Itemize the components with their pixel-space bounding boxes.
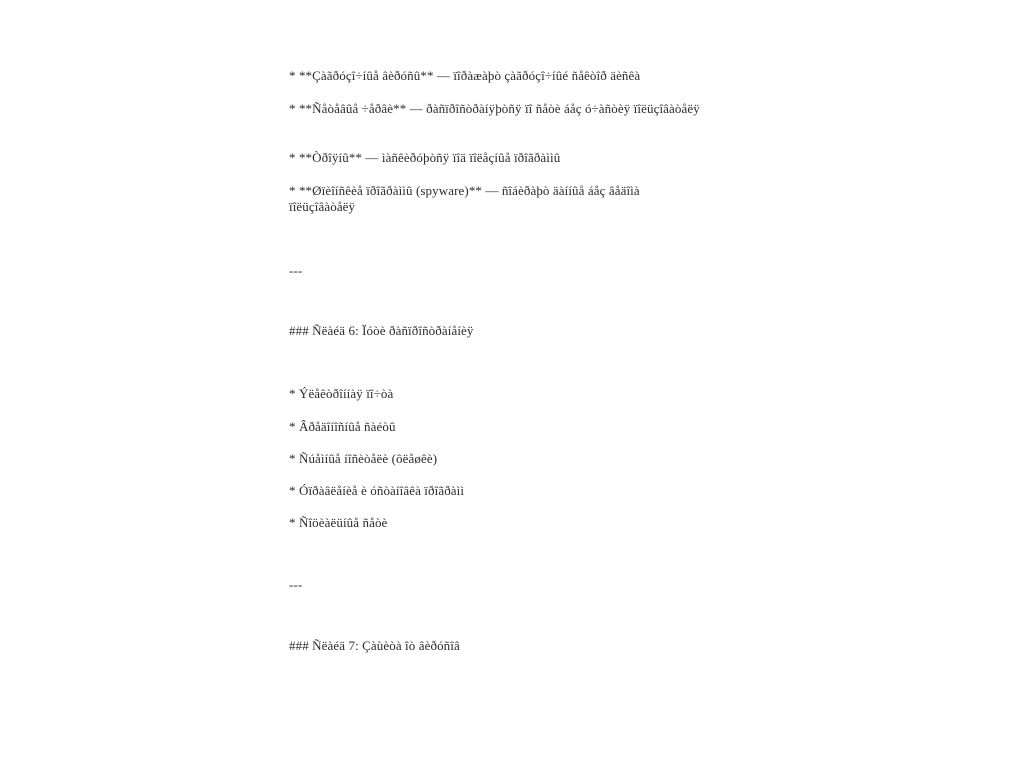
bullet-removable-media: * Ñúåìíûå íîñèòåëè (ôëåøêè) — [289, 451, 438, 466]
bullet-trojans: * **Òðîÿíû** — ìàñêèðóþòñÿ ïîä ïîëåçíûå ïðîãðàììû — [289, 150, 561, 165]
bullet-spyware: * **Øïèîíñêèå ïðîãðàììû (spyware)** — ñîáèðàþò äàííûå áåç âåäîìà ïîëüçîâàòåëÿ — [289, 183, 644, 214]
bullet-malicious-sites: * Âðåäîíîñíûå ñàéòû — [289, 419, 396, 434]
bullet-email: * Ýëåêòðîííàÿ ïî÷òà — [289, 386, 394, 401]
divider-1: --- — [289, 263, 303, 278]
bullet-social-networks: * Ñîöèàëüíûå ñåòè — [289, 515, 388, 530]
divider-2: --- — [289, 577, 303, 592]
bullet-network-worms: * **Ñåòåâûå ÷åðâè** — ðàñïðîñòðàíÿþòñÿ ïî ñåòè áåç ó÷àñòèÿ ïîëüçîâàòåëÿ — [289, 101, 700, 116]
bullet-software-install: * Óïðàâëåíèå è óñòàíîâêà ïðîãðàìì — [289, 483, 465, 498]
heading-slide-7: ### Ñëàéä 7: Çàùèòà îò âèðóñîâ — [289, 638, 460, 653]
heading-slide-6: ### Ñëàéä 6: Ïóòè ðàñïðîñòðàíåíèÿ — [289, 323, 474, 338]
bullet-boot-viruses: * **Çàãðóçî÷íûå âèðóñû** — ïîðàæàþò çàãðóçî÷íûé ñåêòîð äèñêà — [289, 68, 641, 83]
